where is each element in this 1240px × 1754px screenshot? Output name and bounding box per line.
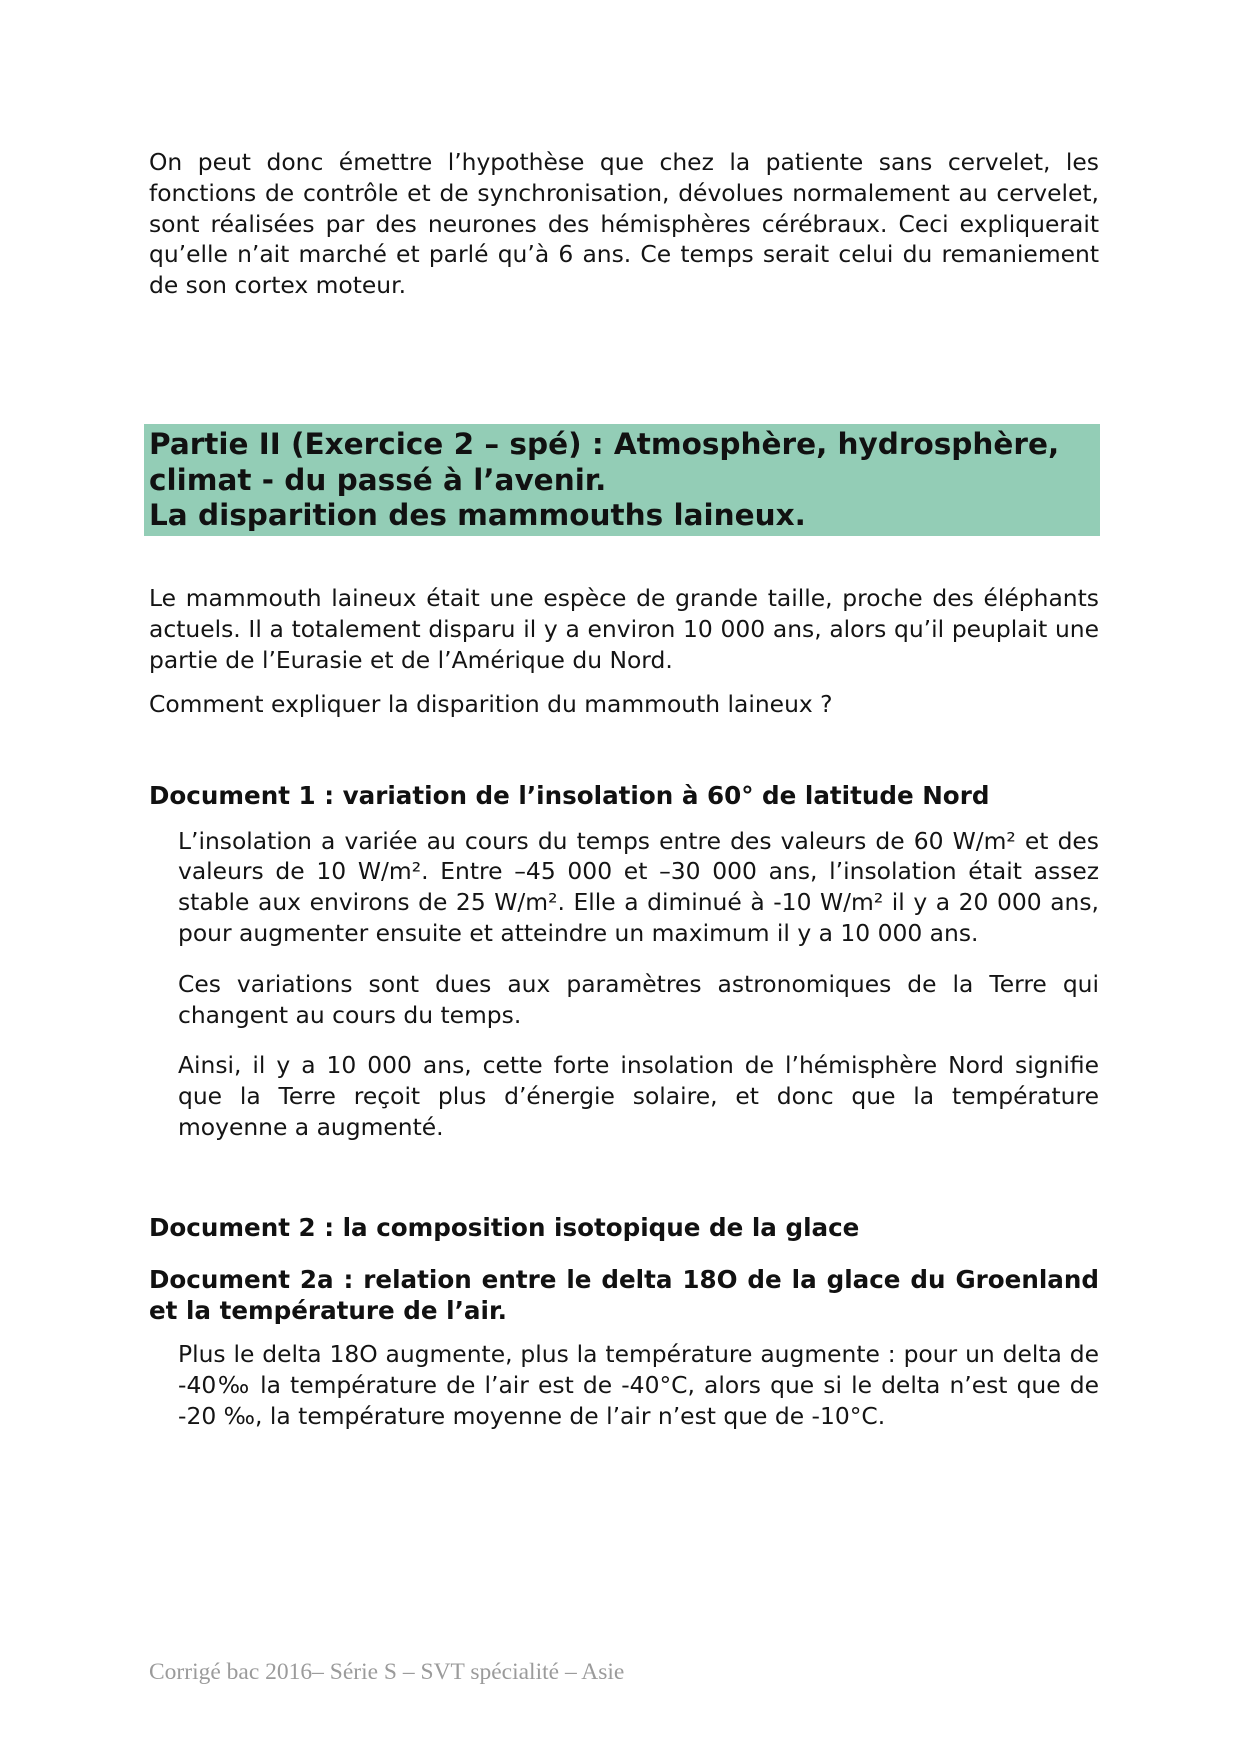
document1-paragraph-1: L’insolation a variée au cours du temps entre des valeurs de 60 W/m² et des valeurs de 10 W/m². Entre –45 000 et –30 000 ans, l’insolation était assez stable aux environs de 25 W/m². Elle a diminué à -10 W/m² il y a 20 000 ans, pour augmenter ensuite et atteindre un maximum il y a 10 000 ans.	[178, 826, 1099, 948]
intro-block	[149, 147, 1099, 301]
main-content	[149, 583, 1099, 1432]
document1-heading: Document 1 : variation de l’insolation à 60° de latitude Nord	[149, 781, 990, 811]
section-title-box	[144, 424, 1100, 536]
document1-body	[149, 826, 1099, 1143]
document2a-body	[149, 1339, 1099, 1431]
document1-paragraph-2: Ces variations sont dues aux paramètres astronomiques de la Terre qui changent au cours du temps.	[178, 969, 1099, 1029]
question-paragraph: Comment expliquer la disparition du mammouth laineux ?	[149, 690, 833, 719]
context-paragraph: Le mammouth laineux était une espèce de grande taille, proche des éléphants actuels. Il a totalement disparu il y a environ 10 000 ans, alors qu’il peuplait une partie de l’Eurasie et de l’Amérique du Nord.	[149, 584, 1099, 674]
document2a-paragraph: Plus le delta 18O augmente, plus la température augmente : pour un delta de -40‰ la température de l’air est de -40°C, alors que si le delta n’est que de -20 ‰, la température moyenne de l’air n’est que de -10°C.	[178, 1340, 1099, 1430]
section-subtitle: La disparition des mammouths laineux.	[149, 498, 806, 532]
section-title-line2: climat - du passé à l’avenir.	[149, 462, 607, 497]
intro-paragraph: On peut donc émettre l’hypothèse que chez la patiente sans cervelet, les fonctions de contrôle et de synchronisation, dévolues normalement au cervelet, sont réalisées par des neurones des hémisphères cérébraux. Ceci expliquerait qu’elle n’ait marché et parlé qu’à 6 ans. Ce temps serait celui du remaniement de son cortex moteur.	[149, 148, 1099, 300]
page-footer: Corrigé bac 2016– Série S – SVT spécialité – Asie	[149, 1659, 625, 1685]
document2-heading: Document 2 : la composition isotopique de la glace	[149, 1212, 860, 1242]
section-title-line1: Partie II (Exercice 2 – spé) : Atmosphère, hydrosphère,	[149, 427, 1060, 461]
document2a-heading: Document 2a : relation entre le delta 18O de la glace du Groenland et la température de l’air.	[149, 1265, 1099, 1325]
document1-paragraph-3: Ainsi, il y a 10 000 ans, cette forte insolation de l’hémisphère Nord signifie que la Terre reçoit plus d’énergie solaire, et donc que la température moyenne a augmenté.	[178, 1051, 1099, 1142]
